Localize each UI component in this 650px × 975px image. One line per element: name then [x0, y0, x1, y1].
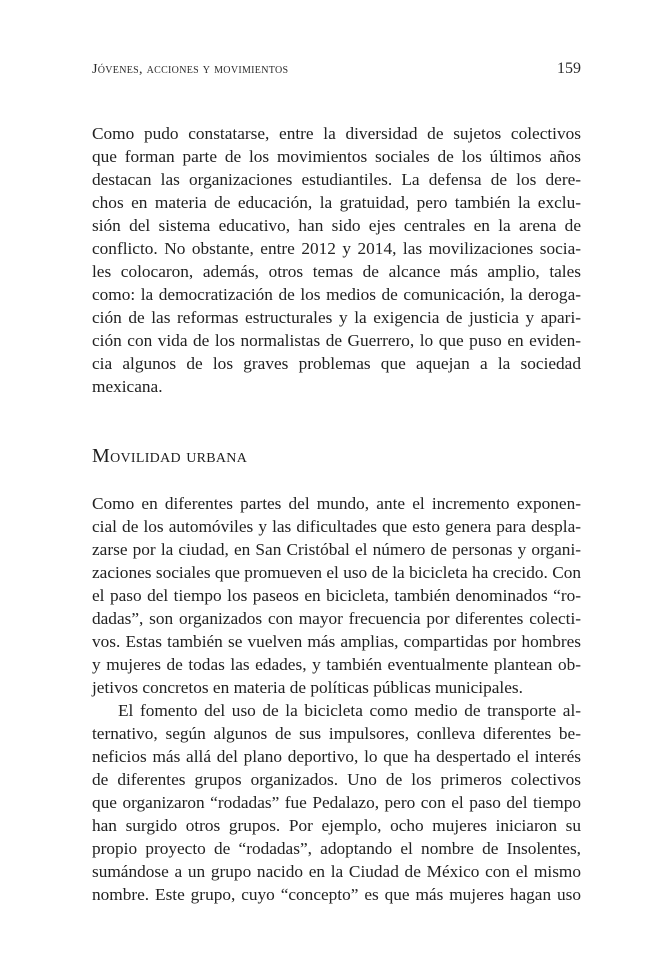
- text-line: Como en diferentes partes del mundo, ante el incremento exponen-: [92, 494, 581, 513]
- text-line: ción de las reformas estructurales y la exigencia de justicia y apari-: [92, 308, 581, 327]
- text-line: propio proyecto de “rodadas”, adoptando el nombre de Insolentes,: [92, 839, 581, 858]
- text-line: sumándose a un grupo nacido en la Ciudad de México con el mismo: [92, 862, 581, 881]
- text-line: cial de los automóviles y las dificultades que esto genera para despla-: [92, 517, 581, 536]
- section-heading: Movilidad urbana: [92, 445, 248, 467]
- page-number: 159: [557, 60, 581, 77]
- text-line: El fomento del uso de la bicicleta como medio de transporte al-: [118, 701, 581, 720]
- text-line: de diferentes grupos organizados. Uno de los primeros colectivos: [92, 770, 581, 789]
- text-line: jetivos concretos en materia de políticas públicas municipales.: [92, 678, 523, 697]
- text-line: Como pudo constatarse, entre la diversidad de sujetos colectivos: [92, 124, 581, 143]
- text-line: chos en materia de educación, la gratuidad, pero también la exclu-: [92, 193, 581, 212]
- text-line: sión del sistema educativo, han sido ejes centrales en la arena de: [92, 216, 581, 235]
- text-line: mexicana.: [92, 377, 163, 396]
- text-line: han surgido otros grupos. Por ejemplo, ocho mujeres iniciaron su: [92, 816, 581, 835]
- text-line: nombre. Este grupo, cuyo “concepto” es que más mujeres hagan uso: [92, 885, 581, 904]
- text-line: neficios más allá del plano deportivo, lo que ha despertado el interés: [92, 747, 581, 766]
- text-line: y mujeres de todas las edades, y también eventualmente plantean ob-: [92, 655, 581, 674]
- text-line: destacan las organizaciones estudiantiles. La defensa de los dere-: [92, 170, 581, 189]
- text-line: ción con vida de los normalistas de Guerrero, lo que puso en eviden-: [92, 331, 581, 350]
- text-line: vos. Estas también se vuelven más amplias, compartidas por hombres: [92, 632, 581, 651]
- text-line: que forman parte de los movimientos sociales de los últimos años: [92, 147, 581, 166]
- text-line: el paso del tiempo los paseos en bicicleta, también denominados “ro-: [92, 586, 581, 605]
- text-line: como: la democratización de los medios de comunicación, la deroga-: [92, 285, 581, 304]
- text-line: conflicto. No obstante, entre 2012 y 2014, las movilizaciones socia-: [92, 239, 581, 258]
- text-line: cia algunos de los graves problemas que aquejan a la sociedad: [92, 354, 581, 373]
- text-line: les colocaron, además, otros temas de alcance más amplio, tales: [92, 262, 581, 281]
- running-head-title: Jóvenes, acciones y movimientos: [92, 62, 289, 77]
- text-line: que organizaron “rodadas” fue Pedalazo, pero con el paso del tiempo: [92, 793, 581, 812]
- text-line: zaciones sociales que promueven el uso de la bicicleta ha crecido. Con: [92, 563, 581, 582]
- text-line: zarse por la ciudad, en San Cristóbal el número de personas y organi-: [92, 540, 581, 559]
- text-line: ternativo, según algunos de sus impulsores, conlleva diferentes be-: [92, 724, 581, 743]
- text-line: dadas”, son organizados con mayor frecuencia por diferentes colecti-: [92, 609, 581, 628]
